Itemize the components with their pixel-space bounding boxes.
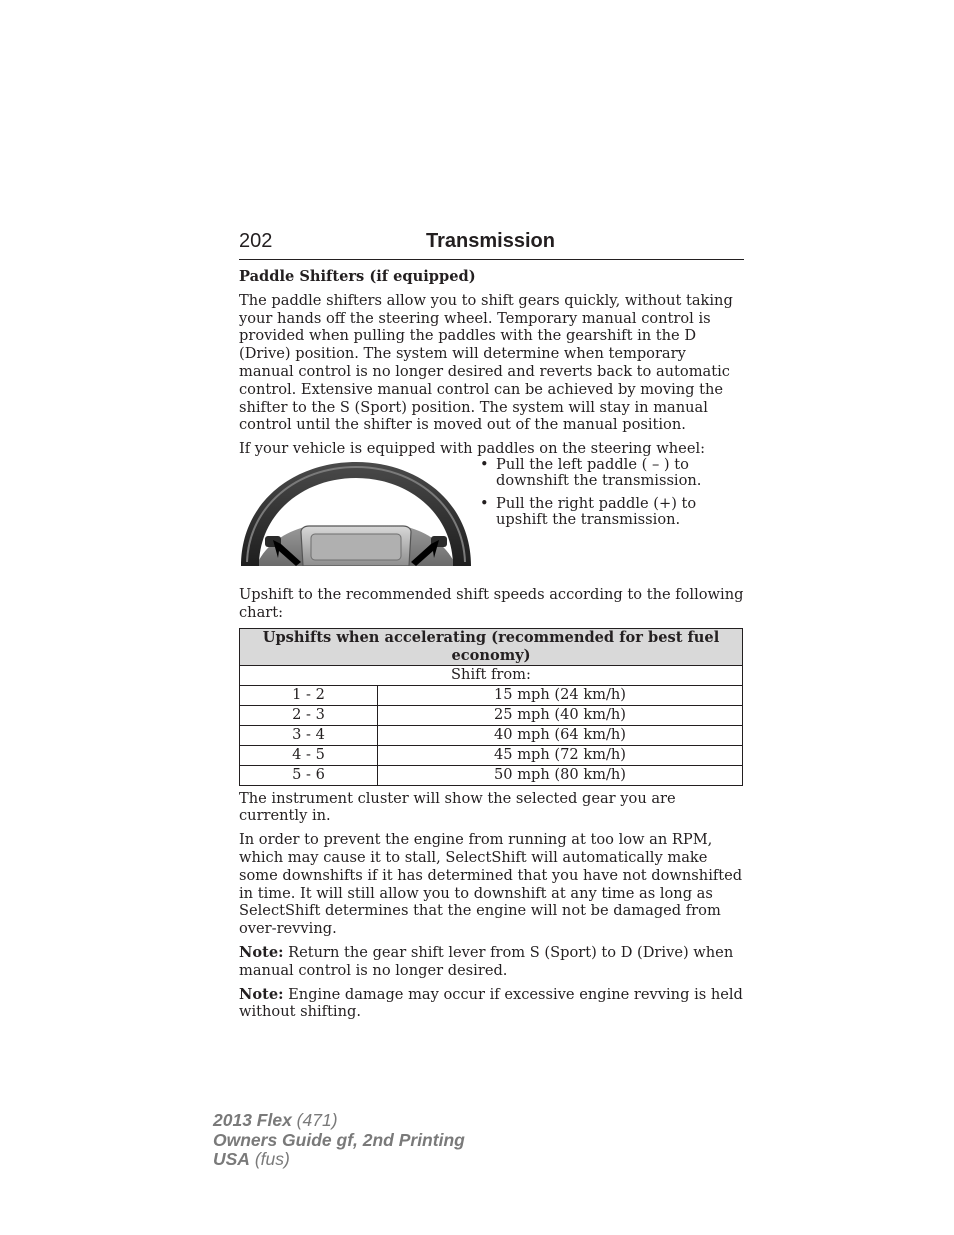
table-title: Upshifts when accelerating (recommended for best fuel economy): [240, 628, 743, 665]
intro-paragraph: The paddle shifters allow you to shift gears quickly, without taking your hands off the steering wheel. Temporary manual control is provided when pulling the paddles with the gearshift in the D (Drive) position. The system will determine when temporary manual control is no longer desired and reverts back to automatic control. Extensive manual control can be achieved by moving the shifter to the S (Sport) position. The system will stay in manual control until the shifter is moved out of the manual position.: [239, 291, 733, 434]
note-label: Note:: [239, 985, 284, 1003]
table-subheader: Shift from:: [240, 665, 743, 685]
note-label: Note:: [239, 943, 284, 961]
table-row: [240, 745, 743, 765]
selectshift-paragraph: In order to prevent the engine from running at too low an RPM, which may cause it to stall, SelectShift will automatically make some downshifts if it has determined that you have not downshifted in time. It will still allow you to downshift at any time as long as SelectShift determines that the engine will not be damaged from over-revving.: [239, 831, 743, 938]
note-paragraph: [239, 986, 744, 1022]
footer-guide: Owners Guide gf, 2nd Printing: [213, 1129, 465, 1150]
note-text: Engine damage may occur if excessive engine revving is held without shifting.: [239, 985, 743, 1021]
table-row: [240, 685, 743, 705]
page-content: [239, 268, 744, 1027]
speed-cell: 40 mph (64 km/h): [378, 725, 743, 745]
gear-cell: 3 - 4: [240, 725, 378, 745]
footer-model: 2013 Flex: [213, 1110, 292, 1130]
note-paragraph: [239, 944, 744, 980]
footer-line: [213, 1111, 465, 1131]
list-item: • Pull the right paddle (+) to upshift the transmission.: [479, 496, 744, 529]
gear-cell: 4 - 5: [240, 745, 378, 765]
page-number: 202: [239, 230, 273, 252]
chart-intro: Upshift to the recommended shift speeds according to the following chart:: [239, 585, 744, 621]
speed-cell: 50 mph (80 km/h): [378, 765, 743, 785]
page-footer: [213, 1111, 465, 1170]
note-text: Return the gear shift lever from S (Sport) to D (Drive) when manual control is no longer desired.: [239, 943, 734, 979]
upshift-table: [239, 628, 743, 786]
speed-cell: 45 mph (72 km/h): [378, 745, 743, 765]
chapter-title: Transmission: [426, 230, 555, 252]
speed-cell: 15 mph (24 km/h): [378, 685, 743, 705]
speed-cell: 25 mph (40 km/h): [378, 705, 743, 725]
table-row: [240, 725, 743, 745]
cluster-paragraph: The instrument cluster will show the selected gear you are currently in.: [239, 789, 676, 825]
gear-cell: 2 - 3: [240, 705, 378, 725]
table-row: [240, 765, 743, 785]
footer-market: USA: [213, 1149, 250, 1169]
equipped-line: If your vehicle is equipped with paddles on the steering wheel:: [239, 440, 706, 458]
table-row: [240, 705, 743, 725]
steering-wheel-illustration: [239, 462, 473, 566]
section-title: Paddle Shifters (if equipped): [239, 268, 476, 285]
paddle-bullet-list: [479, 457, 744, 535]
footer-model-code: (471): [291, 1110, 338, 1130]
page-header: [239, 229, 744, 260]
gear-cell: 5 - 6: [240, 765, 378, 785]
footer-line: [213, 1150, 465, 1170]
list-item: • Pull the left paddle ( – ) to downshift the transmission.: [479, 457, 744, 490]
paddle-illustration-row: [239, 455, 744, 574]
gear-cell: 1 - 2: [240, 685, 378, 705]
footer-market-code: (fus): [249, 1149, 290, 1169]
